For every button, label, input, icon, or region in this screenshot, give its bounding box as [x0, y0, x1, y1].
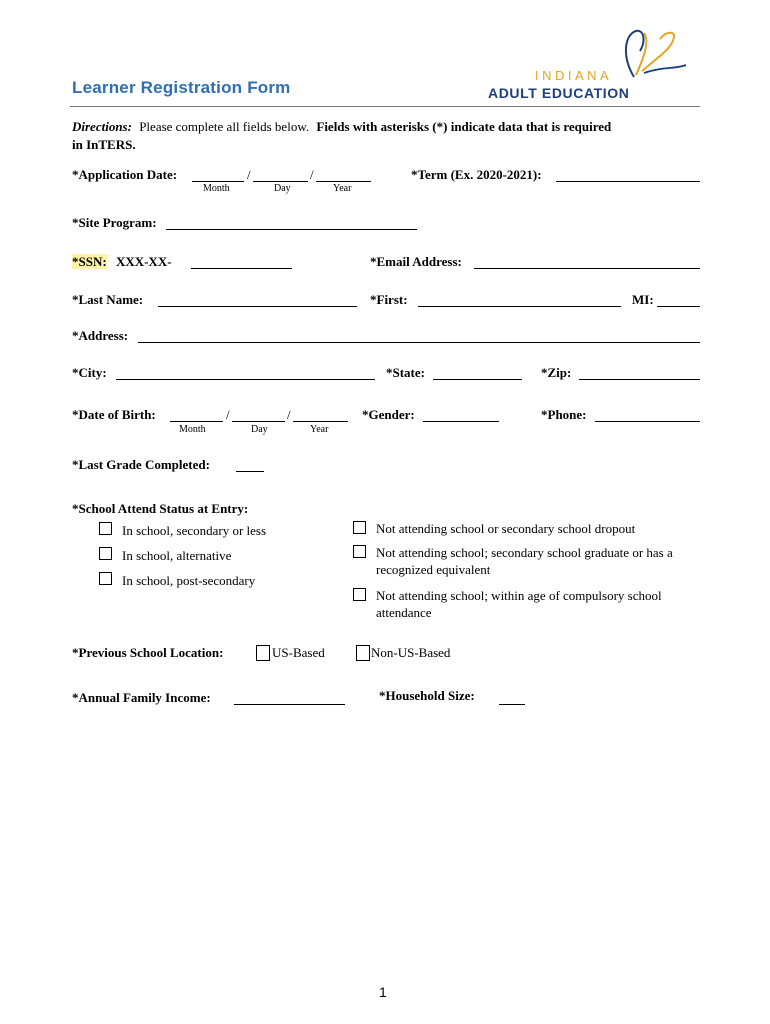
application-date-month-field[interactable] — [192, 181, 244, 182]
dob-year-field[interactable] — [293, 421, 348, 422]
gender-label: *Gender: — [362, 407, 415, 422]
application-date-label: *Application Date: — [72, 167, 178, 182]
directions-line-2: in InTERS. — [72, 137, 136, 152]
option-label: Not attending school; within age of compulsory school — [376, 588, 662, 603]
directions-label: Directions: — [72, 119, 132, 134]
ssn-prefix: XXX-XX- — [115, 254, 172, 269]
phone-field[interactable] — [595, 421, 700, 422]
phone-label: *Phone: — [541, 407, 587, 422]
zip-label: *Zip: — [541, 365, 572, 380]
ssn-label: *SSN: — [72, 254, 107, 269]
address-field[interactable] — [138, 342, 700, 343]
school-status-checkbox[interactable] — [99, 522, 112, 535]
mi-label: MI: — [632, 292, 654, 307]
dob-day-field[interactable] — [232, 421, 285, 422]
day-caption: Day — [251, 424, 268, 435]
option-label: In school, post-secondary — [122, 573, 256, 588]
page-title: Learner Registration Form — [72, 78, 291, 97]
household-size-label: *Household Size: — [379, 688, 475, 703]
city-label: *City: — [72, 365, 107, 380]
site-program-label: *Site Program: — [72, 215, 157, 230]
directions-emphasis: Fields with asterisks (*) indicate data that is required — [316, 119, 612, 134]
month-caption: Month — [203, 183, 230, 194]
previous-school-label: *Previous School Location: — [72, 645, 224, 660]
date-separator: / — [226, 407, 230, 422]
address-label: *Address: — [72, 328, 129, 343]
option-label: In school, alternative — [122, 548, 232, 563]
option-label-continued: recognized equivalent — [376, 562, 491, 577]
school-status-checkbox[interactable] — [353, 545, 366, 558]
term-field[interactable] — [556, 181, 700, 182]
day-caption: Day — [274, 183, 291, 194]
city-field[interactable] — [116, 379, 375, 380]
option-label-continued: attendance — [376, 605, 432, 620]
first-name-field[interactable] — [418, 306, 621, 307]
directions-line-1 — [72, 119, 611, 135]
header-divider — [70, 106, 700, 107]
school-status-checkbox[interactable] — [99, 547, 112, 560]
dob-month-field[interactable] — [170, 421, 223, 422]
email-field[interactable] — [474, 268, 700, 269]
date-separator: / — [247, 167, 251, 182]
last-name-field[interactable] — [158, 306, 357, 307]
date-separator: / — [287, 407, 291, 422]
non-us-based-label: Non-US-Based — [371, 645, 451, 660]
us-based-label: US-Based — [272, 645, 325, 660]
state-field[interactable] — [433, 379, 522, 380]
butterfly-icon — [614, 27, 694, 85]
year-caption: Year — [310, 424, 329, 435]
month-caption: Month — [179, 424, 206, 435]
directions-text: Please complete all fields below. — [139, 119, 310, 134]
last-grade-label: *Last Grade Completed: — [72, 457, 210, 472]
us-based-checkbox[interactable] — [256, 645, 270, 661]
application-date-year-field[interactable] — [316, 181, 371, 182]
option-label: Not attending school or secondary school dropout — [376, 521, 636, 536]
option-label: Not attending school; secondary school graduate or has a — [376, 545, 673, 560]
school-status-checkbox[interactable] — [353, 588, 366, 601]
date-separator: / — [310, 167, 314, 182]
non-us-based-checkbox[interactable] — [356, 645, 370, 661]
school-status-checkbox[interactable] — [353, 521, 366, 534]
zip-field[interactable] — [579, 379, 700, 380]
ssn-row — [72, 254, 172, 270]
gender-field[interactable] — [423, 421, 499, 422]
school-status-checkbox[interactable] — [99, 572, 112, 585]
logo-line-2: ADULT EDUCATION — [488, 85, 630, 101]
logo-line-1: INDIANA — [535, 68, 613, 83]
email-label: *Email Address: — [370, 254, 462, 269]
income-label: *Annual Family Income: — [72, 690, 211, 705]
dob-label: *Date of Birth: — [72, 407, 156, 422]
state-label: *State: — [386, 365, 425, 380]
term-label: *Term (Ex. 2020-2021): — [411, 167, 542, 182]
year-caption: Year — [333, 183, 352, 194]
last-grade-field[interactable] — [236, 471, 264, 472]
last-name-label: *Last Name: — [72, 292, 144, 307]
mi-field[interactable] — [657, 306, 700, 307]
application-date-day-field[interactable] — [253, 181, 308, 182]
first-name-label: *First: — [370, 292, 408, 307]
school-status-label: *School Attend Status at Entry: — [72, 501, 249, 516]
option-label: In school, secondary or less — [122, 523, 267, 538]
income-field[interactable] — [234, 704, 345, 705]
site-program-field[interactable] — [166, 229, 417, 230]
ssn-field[interactable] — [191, 268, 292, 269]
page-number: 1 — [379, 984, 387, 1000]
household-size-field[interactable] — [499, 704, 525, 705]
